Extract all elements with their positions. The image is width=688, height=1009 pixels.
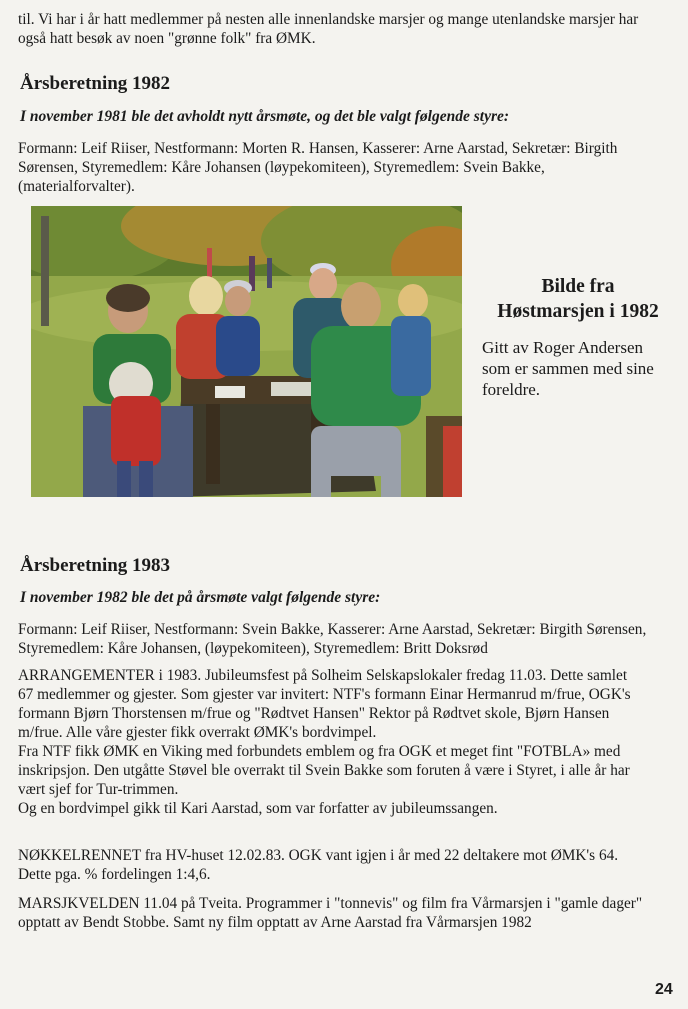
events-line: vært sjef for Tur-trimmen. (18, 781, 179, 798)
board-1982-line: Formann: Leif Riiser, Nestformann: Morten R. Hansen, Kasserer: Arne Aarstad, Sekretær: Birgith (18, 140, 618, 157)
photo-caption-text (482, 337, 654, 400)
subheading-1982: I november 1981 ble det avholdt nytt årsmøte, og det ble valgt følgende styre: (20, 108, 510, 125)
board-1982-paragraph (18, 139, 682, 196)
march-evening-line: opptatt av Bendt Stobbe. Samt ny film opptatt av Arne Aarstad fra Vårmarsjen 1982 (18, 914, 532, 931)
intro-line: også hatt besøk av noen "grønne folk" fra ØMK. (18, 30, 316, 47)
march-evening-line: MARSJKVELDEN 11.04 på Tveita. Programmer i "tonnevis" og film fra Vårmarsjen i "gamle dager" (18, 895, 643, 912)
caption-text-line: som er sammen med sine (482, 359, 654, 378)
board-1983-paragraph (18, 620, 682, 658)
key-race-line: NØKKELRENNET fra HV-huset 12.02.83. OGK vant igjen i år med 22 deltakere mot ØMK's 64. (18, 847, 619, 864)
events-line: ARRANGEMENTER i 1983. Jubileumsfest på Solheim Selskapslokaler fredag 11.03. Dette samlet (18, 667, 628, 684)
caption-title-line: Høstmarsjen i 1982 (497, 301, 659, 322)
events-line: inskripsjon. Den utgåtte Støvel ble overrakt til Svein Bakke som foruten å være i Styret, i alle år har (18, 762, 630, 779)
intro-line: til. Vi har i år hatt medlemmer på nesten alle innenlandske marsjer og mange utenlandske marsjer har (18, 11, 639, 28)
caption-text-line: Gitt av Roger Andersen (482, 338, 643, 357)
autumn-march-photo (31, 206, 462, 497)
caption-text-line: foreldre. (482, 380, 541, 399)
subheading-1983: I november 1982 ble det på årsmøte valgt følgende styre: (20, 589, 381, 606)
events-line: 67 medlemmer og gjester. Som gjester var invitert: NTF's formann Einar Hermanrud m/frue, OGK's (18, 686, 631, 703)
heading-1983: Årsberetning 1983 (20, 555, 171, 576)
key-race-paragraph (18, 846, 682, 884)
key-race-line: Dette pga. % fordelingen 1:4,6. (18, 866, 211, 883)
board-1983-line: Styremedlem: Kåre Johansen, (løypekomiteen), Styremedlem: Britt Doksrød (18, 640, 488, 657)
events-line: Fra NTF fikk ØMK en Viking med forbundets emblem og fra OGK et meget fint "FOTBLA» med (18, 743, 621, 760)
events-line: m/frue. Alle våre gjester fikk overrakt ØMK's bordvimpel. (18, 724, 377, 741)
board-1982-line: (materialforvalter). (18, 178, 135, 195)
board-1983-line: Formann: Leif Riiser, Nestformann: Svein Bakke, Kasserer: Arne Aarstad, Sekretær: Birgith Sørensen, (18, 621, 647, 638)
caption-title-line: Bilde fra (541, 276, 615, 297)
intro-paragraph (18, 10, 682, 48)
events-line: formann Bjørn Thorstensen m/frue og "Rødtvet Hansen" Rektor på Rødtvet skole, Bjørn Hansen (18, 705, 610, 722)
events-line: Og en bordvimpel gikk til Kari Aarstad, som var forfatter av jubileumssangen. (18, 800, 498, 817)
board-1982-line: Sørensen, Styremedlem: Kåre Johansen (løypekomiteen), Styremedlem: Svein Bakke, (18, 159, 545, 176)
photo-caption-title (470, 274, 686, 324)
page-number: 24 (655, 981, 673, 998)
heading-1982: Årsberetning 1982 (20, 73, 171, 94)
events-paragraph (18, 666, 682, 818)
march-evening-paragraph (18, 894, 682, 932)
